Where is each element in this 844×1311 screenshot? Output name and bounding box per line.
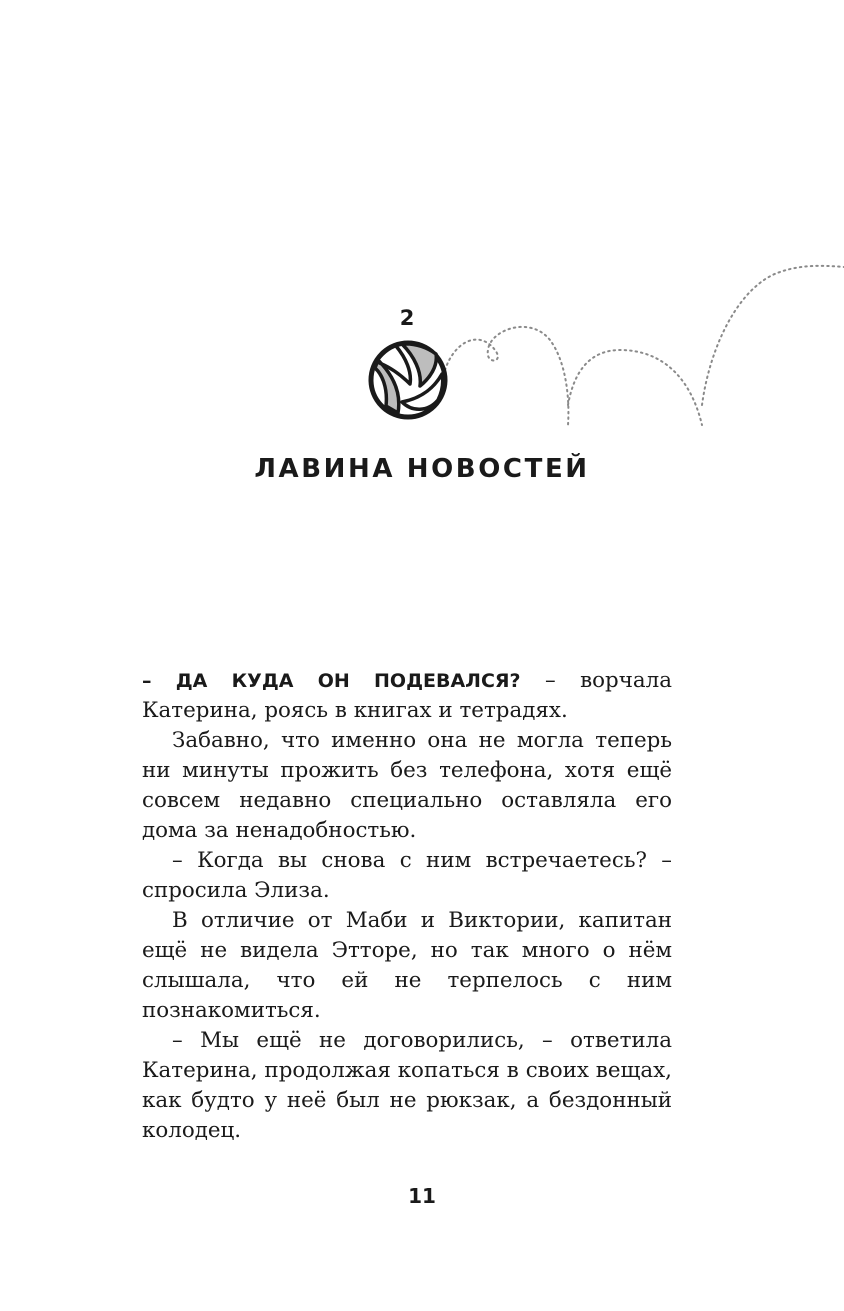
volleyball-trail-illustration	[360, 255, 844, 445]
volleyball-icon	[371, 343, 445, 417]
bounce-trail	[445, 266, 844, 425]
chapter-body	[142, 666, 672, 1146]
paragraph: В отличие от Маби и Виктории, капитан ещё не видела Этторе, но так много о нём слышала, что ей не терпелось с ним познакомиться.	[142, 908, 672, 1023]
paragraph: Забавно, что именно она не могла теперь ни минуты прожить без телефона, хотя ещё совсем недавно специально оставляла его дома за ненадобностью.	[142, 728, 672, 843]
paragraph: – Мы ещё не договорились, – ответила Катерина, продолжая копаться в своих вещах, как будто у неё был не рюкзак, а бездонный колодец.	[142, 1028, 672, 1143]
chapter-number: 2	[399, 306, 415, 330]
page-number: 11	[408, 1184, 436, 1208]
paragraph-text: – ворчала Катерина, роясь в книгах и тетрадях.	[142, 668, 672, 723]
paragraph	[142, 666, 672, 726]
chapter-title: ЛАВИНА НОВОСТЕЙ	[254, 454, 590, 484]
paragraph-lead-in: – ДА КУДА ОН ПОДЕВАЛСЯ?	[142, 670, 521, 692]
paragraph: – Когда вы снова с ним встречаетесь? – спросила Элиза.	[142, 848, 672, 903]
